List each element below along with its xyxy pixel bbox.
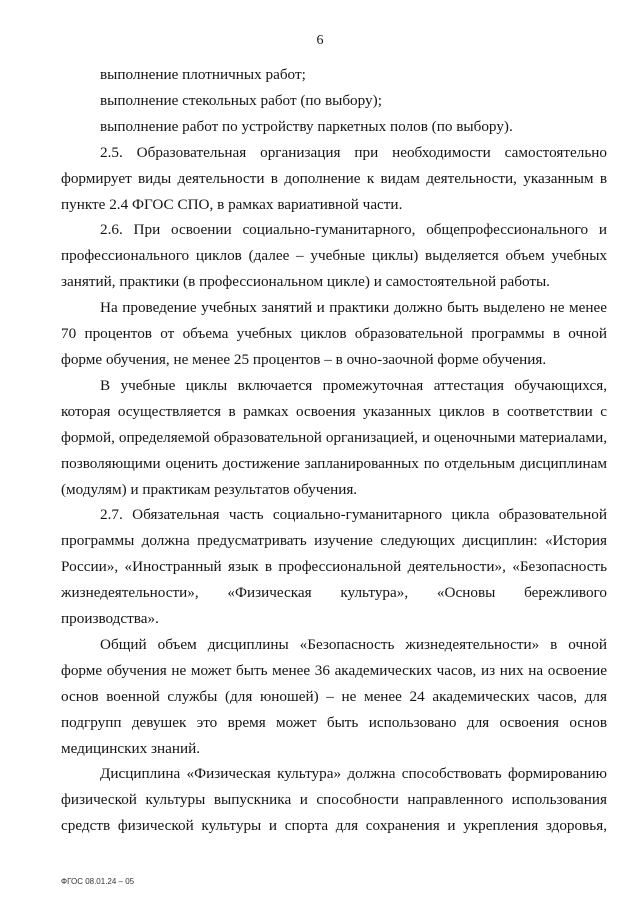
list-item-glazing: выполнение стекольных работ (по выбору); — [100, 91, 382, 109]
paragraph-2-6: 2.6. При освоении социально-гуманитарного, общепрофессионального и профессионального циклов (далее – учебные циклы) выделяется объем учебных занятий, практики (в профессиональном цикле) и самостоятельной работы. — [61, 221, 607, 291]
list-item-carpentry: выполнение плотничных работ; — [100, 66, 306, 83]
page-number: 6 — [316, 33, 324, 48]
paragraph-study-volume: На проведение учебных занятий и практики должно быть выделено не менее 70 процентов от объема учебных циклов образовательной программы в очной форме обучения, не менее 25 процентов – в очно-заочной форме обучения. — [61, 299, 607, 368]
paragraph-bzh-volume: Общий объем дисциплины «Безопасность жизнедеятельности» в очной форме обучения не может быть менее 36 академических часов, из них на освоение основ военной службы (для юношей) – не менее 24 академических часов, для подгрупп девушек это время может быть использовано для освоения основ медицинских знаний. — [61, 635, 607, 757]
paragraph-2-5: 2.5. Образовательная организация при необходимости самостоятельно формирует виды деятельности в дополнение к видам деятельности, указанным в пункте 2.4 ФГОС СПО, в рамках вариативной части. — [61, 143, 607, 213]
paragraph-physical-culture: Дисциплина «Физическая культура» должна способствовать формированию физической культуры выпускника и способности направленного использования средств физической культуры и спорта для сохранения и укрепления здоровья, — [61, 765, 607, 835]
list-item-parquet: выполнение работ по устройству паркетных полов (по выбору). — [100, 117, 513, 135]
paragraph-2-7: 2.7. Обязательная часть социально-гуманитарного цикла образовательной программы должна предусматривать изучение следующих дисциплин: «История России», «Иностранный язык в профессиональной деятельности», «Безопасность жизнедеятельности», «Физическая культура», «Основы бережливого производства». — [61, 506, 607, 628]
paragraph-attestation: В учебные циклы включается промежуточная аттестация обучающихся, которая осуществляется в рамках освоения указанных циклов в соответствии с формой, определяемой образовательной организацией, и оценочными материалами, позволяющими оценить достижение запланированных по отдельным дисциплинам (модулям) и практикам результатов обучения. — [61, 376, 607, 498]
page-footer: ФГОС 08.01.24 – 05 — [61, 877, 135, 886]
document-body — [61, 62, 607, 839]
